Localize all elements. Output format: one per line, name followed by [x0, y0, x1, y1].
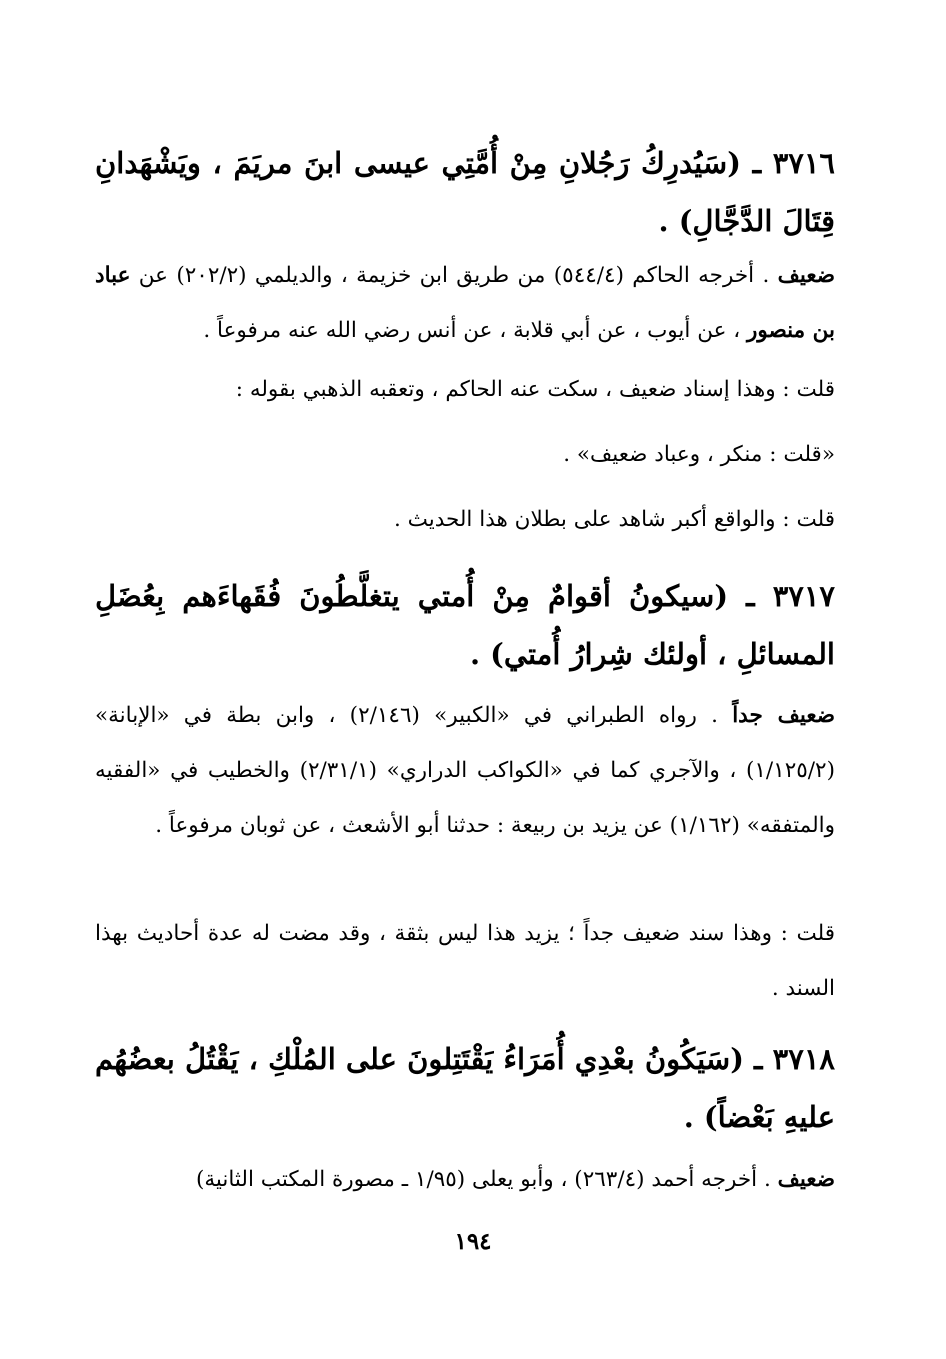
takhrij-paragraph [95, 248, 835, 358]
comment-paragraph [95, 492, 835, 547]
hadith-number: ٣٧١٧ [772, 579, 835, 613]
hadith-3717: ٣٧١٧ ـ (سيكونُ أقوامٌ مِنْ أُمتي يتغلَّطُونَ فُقَهاءَهم بِعُضَلِ المسائلِ ، أولئك شِرارُ أُمتي) . [95, 579, 835, 671]
hadith-text: (سَيُدرِكُ رَجُلانِ مِنْ أُمَّتِي عيسى ابنَ مريَمَ ، ويَشْهَدانِ قِتَالَ الدَّجَّالِ) . [95, 146, 835, 238]
comment-paragraph [95, 362, 835, 417]
paragraph-text: . رواه الطبراني في «الكبير» (٢/١٤٦) ، وابن بطة في «الإبانة» (١/١٢٥/٢) ، والآجري كما في «الكواكب الدراري» (٢/٣١/١) والخطيب في «الفقيه والمتفقه» (١/١٦٢) عن يزيد بن ربيعة : حدثنا أبو الأشعث ، عن ثوبان مرفوعاً . [95, 703, 835, 838]
takhrij-paragraph [95, 1152, 835, 1207]
page-number: ١٩٤ [454, 1228, 492, 1255]
hadith-number: ٣٧١٨ [772, 1042, 835, 1076]
grade-label: ضعيف [777, 263, 835, 288]
paragraph-text: . أخرجه الحاكم (٥٤٤/٤) من طريق ابن خزيمة ، والديلمي (٢٠٢/٢) عن [130, 263, 778, 288]
narrator-name: عباد بن منصور [95, 263, 835, 343]
hadith-3718: ٣٧١٨ ـ (سَيَكُونُ بعْدِي أُمَرَاءُ يَقْتَتِلونَ على المُلْكِ ، يَقْتُلُ بعضُهُم عليهِ بَعْضاً) . [95, 1042, 835, 1134]
quote-paragraph [95, 427, 835, 482]
comment-paragraph [95, 906, 835, 1016]
paragraph-text: «قلت : منكر ، وعباد ضعيف» . [563, 442, 835, 467]
takhrij-paragraph [95, 688, 835, 853]
hadith-text: (سَيَكُونُ بعْدِي أُمَرَاءُ يَقْتَتِلونَ على المُلْكِ ، يَقْتُلُ بعضُهُم عليهِ بَعْضاً) . [95, 1042, 835, 1134]
grade-label: ضعيف جداً [732, 703, 835, 728]
hadith-number: ٣٧١٦ [772, 146, 835, 180]
hadith-3716: ٣٧١٦ ـ (سَيُدرِكُ رَجُلانِ مِنْ أُمَّتِي عيسى ابنَ مريَمَ ، ويَشْهَدانِ قِتَالَ الدَّجَّالِ) . [95, 146, 835, 238]
hadith-text: (سيكونُ أقوامٌ مِنْ أُمتي يتغلَّطُونَ فُقَهاءَهم بِعُضَلِ المسائلِ ، أولئك شِرارُ أُمتي) . [95, 579, 835, 671]
paragraph-text: ، عن أيوب ، عن أبي قلابة ، عن أنس رضي الله عنه مرفوعاً . [203, 318, 748, 343]
paragraph-text: قلت : وهذا سند ضعيف جداً ؛ يزيد هذا ليس بثقة ، وقد مضت له عدة أحاديث بهذا السند . [95, 921, 835, 1001]
paragraph-text: . أخرجه أحمد (٢٦٣/٤) ، وأبو يعلى (١/٩٥ ـ مصورة المكتب الثانية) [195, 1167, 778, 1192]
grade-label: ضعيف [777, 1167, 835, 1192]
paragraph-text: قلت : والواقع أكبر شاهد على بطلان هذا الحديث . [393, 507, 835, 532]
paragraph-text: قلت : وهذا إسناد ضعيف ، سكت عنه الحاكم ، وتعقبه الذهبي بقوله : [235, 377, 835, 402]
